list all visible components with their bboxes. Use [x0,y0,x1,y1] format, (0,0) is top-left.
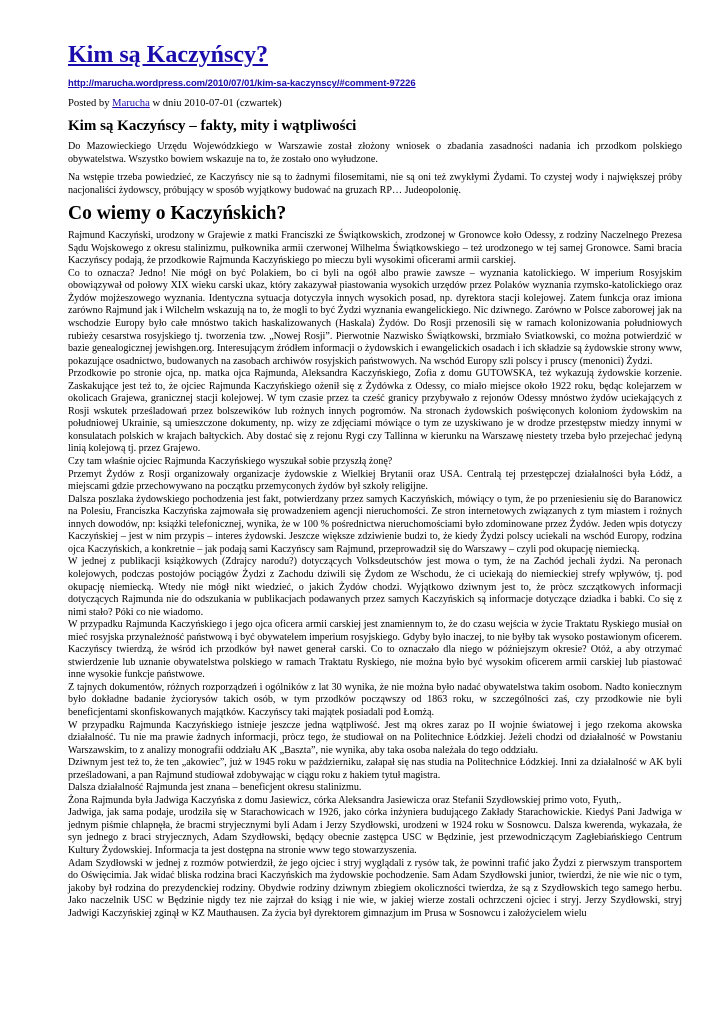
body-paragraph: Przodkowie po stronie ojca, np. matka ojca Rajmunda, Aleksandra Kaczyńskiego, Zofia z domu GUTOWSKA, też wykazują żydowskie korzenie. Zaskakujące jest też to, że ojciec Rajmunda Kaczyńskiego ożenił się z Żydówka z Odessy, co miało miejsce około 1922 roku, będąc kolejarzem w okolicach Grajewa, granicznej stacji kolejowej. W tym czasie przez ta cześć granicy przybywało z rejonów Odessy mnóstwo żydów uciekających z Rosji wskutek prześladowań przez bolszewików lub rożnych innych pogromów. Na stronach żydowskich poświęconych koloniom żydowskim na południowej Ukrainie, są umieszczone dokumenty, np. wizy ze zdjęciami mówiące o tym ze uzyskiwano je w drodze przestępstw miedzy innymi w konsulatach polskich w krajach bałtyckich. Aby dostać się z rejonu Rygi czy Tallinna w kierunku na Warszawę niestety trzeba było przejechać jedyną linią kolejową tj. przez Grajewo. [68,368,682,455]
intro-paragraph: Do Mazowieckiego Urzędu Wojewódzkiego w Warszawie został złożony wniosek o zbadania zasadności nadania ich przodkom polskiego obywatelstwa. Wszystko bowiem wskazuje na to, że zostało ono wyłudzone. [68,141,682,165]
section-heading: Co wiemy o Kaczyńskich? [68,203,287,225]
body-paragraph: Dalsza działalność Rajmunda jest znana – beneficjent okresu stalinizmu. [68,782,362,794]
body-paragraph: W jednej z publikacji książkowych (Zdrajcy narodu?) dotyczących Volksdeutschów jest mowa o tym, że na Zachód jechali żydzi. Na peronach kolejowych, podczas postojów pociągów Żydzi z Zachodu dziwili się Żydom ze Wschodu, że ci uciekają do niemieckiej strefy wpływów, tj. pod okupację niemiecką. Wtedy nie mógł nikt wiedzieć, o jakich Żydów chodzi. Wyjątkowo dziwnym jest to, że pròcz szczątkowych informacji dotyczących Rajmunda nie do odszukania w publikacjach podawanych przez samych Kaczyńskich są informacje dotyczące dziadka i babki. Co się z nimi stało? Póki co nie wiadomo. [68,556,682,618]
body-paragraph: Z tajnych dokumentów, różnych rozporządzeń i ogólników z lat 30 wynika, że nie można było nadać obywatelstwa takim osobom. Nadto koniecznym było dokładne badanie życiorysów takich osób, w tym przodków począwszy od 1863 roku, w szczególności zaś, czy przodkowie nie byli beneficjentami skonfiskowanych majątków. Kaczyńscy taki majątek posiadali pod Łomżą. [68,681,682,718]
intro-paragraph: Na wstępie trzeba powiedzieć, ze Kaczyńscy nie są to żadnymi filosemitami, nie są oni też zwykłymi Żydami. To czystej wody i największej próby nacjonaliści żydowscy, próbujący w sposób wyjątkowy budować na gruzach RP… Judeopolonię. [68,172,682,196]
body-paragraph: W przypadku Rajmunda Kaczyńskiego i jego ojca oficera armii carskiej jest znamiennym to, że do czasu wejścia w życie Traktatu Ryskiego musiał on mieć rosyjska przynależność państwową i być obywatelem imperium rosyjskiego. Gdyby było inaczej, to nie byłby tak wysoko postawionym oficerem. Kaczyńscy twierdzą, że wśród ich przodków był nawet generał carski. Co to oznaczało dla niego w późniejszym okresie? Otóż, a aby otrzymać stwierdzenie lub uznanie obywatelstwa polskiego w ramach Traktatu Ryskiego, nie można było być wysokim oficerem armii carskiej lub piastować inne wysokie funkcje państwowe. [68,619,682,681]
body-paragraph: W przypadku Rajmunda Kaczyńskiego istnieje jeszcze jedna wątpliwość. Jest mą okres zaraz po II wojnie światowej i jego rzekoma akowska działalność. Tu nie ma prawie żadnych informacji, pròcz tego, że studiował on na Politechnice Łódzkiej. Jeżeli chodzi od działalność w Powstaniu Warszawskim, to z analizy monografii oddziału AK „Baszta”, nie wynika, aby taka osoba należała do tego oddziału. [68,719,682,756]
author-link[interactable]: Marucha [112,98,150,109]
body-paragraph: Przemyt Żydów z Rosji organizowały organizacje żydowskie z Wielkiej Brytanii oraz USA. Centralą tej przestępczej działalności była Łódź, a miejscami gdzie przechowywano na początku przemyconych żydów był szkoły religijne. [68,468,682,493]
body-paragraph: Czy tam właśnie ojciec Rajmunda Kaczyńskiego wyszukał sobie przyszłą żonę? [68,456,393,468]
intro-section [68,141,682,197]
body-paragraph: Dalsza poszlaka żydowskiego pochodzenia jest fakt, potwierdzany przez samych Kaczyńskich, mówiący o tym, że po przeniesieniu się do Baranowicz na Polesiu, Franciszka Kaczyńska zajmowała się prowadzeniem agencji nieruchomości. Ze stron internetowych związanych z tym miastem i rożnych innych dowodów, np: książki telefonicznej, wynika, że w 100 % pośrednictwa nieruchomościami było zdominowane przez Żydów. Jeden wpis dotyczy Kaczyńskiej – jest w nim przypis – interes żydowski. Jeszcze większe zdziwienie budzi to, że kiedy Żydzi polscy uciekali na wschód Europy, rodzina ojca Kaczyńskich, a konkretnie – jak podają sami Kaczyńscy sam Rajmund, przeprowadził się do Warszawy – czyli pod okupację niemiecką. [68,493,682,555]
article-body [68,230,682,920]
body-paragraph: Jadwiga, jak sama podaje, urodziła się w Starachowicach w 1926, jako córka inżyniera budującego Zakłady Starachowickie. Kiedyś Pani Jadwiga w jednym piśmie chlapnęła, że bracmi stryjecznymi byli Adam i Jerzy Szydłowski, urodzeni w 1924 roku w Sosnowcu. Dalsza kwerenda, wykazała, że syn jednego z braci stryjecznych, Adam Szydłowski, będący obecnie zastępca USC w Będzinie, jest przewodniczącym Zagłebiańskiego Centrum Kultury Żydowskiej. Informacja ta jest dostępna na stronie www tego stowarzyszenia. [68,807,682,856]
body-paragraph: Rajmund Kaczyński, urodzony w Grajewie z matki Franciszki ze Świątkowskich, zrodzonej w Gronowce koło Odessy, z rodziny Naczelnego Prezesa Sądu Wojskowego z okresu stalinizmu, pułkownika armii czerwonej Wilhelma Świątkowskiego – też urodzonego w tej samej Gronowce. Sami bracia Kaczyńscy podają, że przodkowie Rajmunda Kaczyńskiego po mieczu byli wysokimi oficerami armii carskiej. [68,230,682,267]
post-title-link[interactable]: Kim są Kaczyńscy? [68,42,268,68]
posted-line [68,97,682,110]
body-paragraph: Adam Szydłowski w jednej z rozmów potwierdził, że jego ojciec i stryj wyglądali z rysów tak, że powinni trafić jako Żydzi z pierwszym transportem do Oświęcimia. Jak widać bliska rodzina braci Kaczyńskich ma żydowskie pochodzenie. Sam Adam Szydłowski junior, twierdzi, że nie wie nic o tym, jakoby był rodzina do prezydenckiej rodziny. Obydwie rodziny dziwnym zbiegiem okoliczności twierdza, że są z Szydłowskich tego samego herbu. Jako naczelnik USC w Będzinie nigdy tez nie zajrzał do ksiąg i nie wie, w jakiej wierze zostali ochrzczeni ojciec i stryj. Jerzy Szydłowski, stryj Jadwigi Kaczyńskiej zginął w KZ Mauthausen. Za życia był dyrektorem gimnazjum im Prusa w Sosnowcu i założycielem wielu [68,857,682,919]
posted-date: w dniu 2010-07-01 (czwartek) [149,98,282,109]
posted-prefix: Posted by [68,98,113,109]
body-paragraph: Żona Rajmunda była Jadwiga Kaczyńska z domu Jasiewicz, córka Aleksandra Jasiewicza oraz Stefanii Szydłowskiej primo voto, Fyuth,. [68,794,622,806]
body-paragraph: Dziwnym jest też to, że ten „akowiec”, już w 1945 roku w październiku, załapał się nas studia na Politechnice Łódzkiej. Inni za działalność w AK byli prześladowani, a pan Rajmund studiował zdobywając w ciągu roku z hakiem tytuł magistra. [68,757,682,781]
source-url-link[interactable]: http://marucha.wordpress.com/2010/07/01/kim-sa-kaczynscy/#comment-97226 [68,77,416,88]
article-subtitle: Kim są Kaczyńscy – fakty, mity i wątpliwości [68,118,357,134]
body-paragraph: Co to oznacza? Jedno! Nie mógł on być Polakiem, bo ci byli na ogół albo prawie zawsze – wyznania katolickiego. W imperium Rosyjskim obowiązywał od połowy XIX wieku carski ukaz, który zakazywał piastowania wysokich urzędów przez Polaków wyznania rzymsko-katolickiego oraz Żydów mojżeszowego wyznania. Identyczna sytuacja dotyczyła innych wysokich posad, np. dyrektora stacji kolejowej. Zatem funkcja oraz imiona zarówno Rajmund jak i Wilchelm wskazują na to, że mogli to być Żydzi wyznania ewangelickiego. Nic dziwnego. Zarówno w Polsce zaborowej jak na wschodzie Europy było całe mnóstwo takich haskalizowanych (Haskala) Żydów. Do Rosji przenosili się w ramach kolonizowania południowych rubieży cesarstwa rosyjskiego tj. tworzenia tzw. „Nowej Rosji”. Pierwotnie Nazwisko Świątkowski, brzmiało Sviatkowski, co można potwierdzić w bazie genealogicznej jewishgen.org. Interesującym źródłem informacji o żydowskich i ewangelickich osadach i ich składzie są żydowskie strony www, pokazujące osadnictwo, budowanych na zasobach archiwów rosyjskich państwowych. Na wschód Europy szli polscy i pruscy (menonici) Żydzi. [68,267,682,367]
